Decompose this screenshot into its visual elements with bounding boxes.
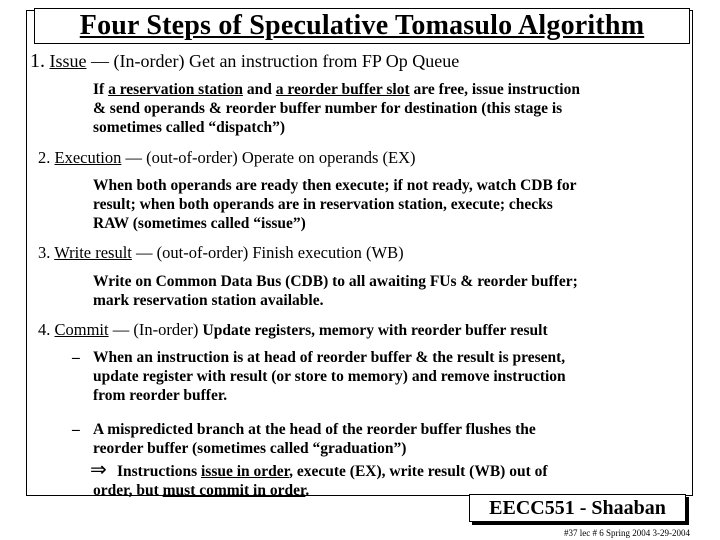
step-4-sep: —	[108, 320, 134, 339]
step-2-heading	[38, 148, 416, 168]
step-2-desc: (out-of-order) Operate on operands (EX)	[146, 148, 416, 167]
step-1-heading	[30, 50, 459, 73]
step-4-bullet-2-dash: –	[72, 421, 80, 438]
step-3-heading	[38, 243, 404, 263]
step-2-line-1: When both operands are ready then execute; if not ready, watch CDB for	[93, 177, 577, 194]
step-4-number: 4.	[38, 320, 51, 339]
step-3-line-1: Write on Common Data Bus (CDB) to all awaiting FUs & reorder buffer;	[93, 273, 578, 290]
step-4-bullet-2-line-1: A mispredicted branch at the head of the reorder buffer flushes the	[93, 421, 536, 438]
slide-footer: #37 lec # 6 Spring 2004 3-29-2004	[564, 528, 690, 538]
text: Instructions	[117, 463, 201, 480]
text: and	[242, 81, 276, 98]
text: If	[93, 81, 109, 98]
step-1-line-2: & send operands & reorder buffer number for destination (this stage is	[93, 100, 563, 117]
step-4-bullet-1-line-2: update register with result (or store to memory) and remove instruction	[93, 368, 566, 385]
step-4-desc: (In-order)	[133, 320, 199, 339]
step-4-bullet-1	[93, 348, 566, 405]
text: .	[305, 482, 310, 499]
text: , execute (EX), write result (WB) out of	[289, 463, 548, 480]
step-1-number: 1.	[30, 50, 45, 72]
text-underlined: a reorder buffer slot	[275, 81, 410, 98]
step-4-bullet-1-dash: –	[72, 349, 80, 366]
step-4-name: Commit	[54, 320, 109, 339]
step-1-line-1	[93, 80, 580, 99]
step-2-line-3: RAW (sometimes called “issue”)	[93, 215, 306, 232]
step-4-bullet-2	[93, 420, 536, 458]
step-4-desc-2: Update registers, memory with reorder buffer result	[202, 322, 548, 339]
step-1-body	[93, 80, 580, 137]
step-1-line-3: sometimes called “dispatch”)	[93, 119, 286, 136]
text-underlined: must commit in order	[162, 482, 306, 499]
step-3-line-2: mark reservation station available.	[93, 292, 324, 309]
step-3-name: Write result	[54, 243, 132, 262]
implies-line-1	[117, 462, 548, 481]
step-1-sep: —	[86, 51, 114, 71]
step-4-heading	[38, 320, 548, 340]
text: order, but	[93, 482, 163, 499]
step-2-number: 2.	[38, 148, 51, 167]
step-1-name: Issue	[49, 51, 87, 71]
step-1-desc: (In-order) Get an instruction from FP Op Queue	[113, 51, 460, 71]
implies-line-2	[93, 481, 309, 500]
text: are free, issue instruction	[409, 81, 580, 98]
step-4-bullet-1-line-1: When an instruction is at head of reorder buffer & the result is present,	[93, 349, 566, 366]
implies-arrow-icon: ⇒	[90, 457, 107, 481]
step-3-body	[93, 272, 578, 310]
step-2-sep: —	[121, 148, 147, 167]
slide-title: Four Steps of Speculative Tomasulo Algorithm	[79, 10, 645, 41]
step-3-desc: (out-of-order) Finish execution (WB)	[156, 243, 404, 262]
step-2-line-2: result; when both operands are in reservation station, execute; checks	[93, 196, 553, 213]
step-3-sep: —	[131, 243, 157, 262]
step-4-bullet-1-line-3: from reorder buffer.	[93, 387, 228, 404]
step-3-number: 3.	[38, 243, 51, 262]
step-2-name: Execution	[54, 148, 122, 167]
course-badge: EECC551 - Shaaban	[469, 494, 686, 522]
title-box	[34, 8, 690, 44]
step-2-body	[93, 176, 577, 233]
step-4-bullet-2-line-2: reorder buffer (sometimes called “graduation”)	[93, 440, 407, 457]
text-underlined: issue in order	[200, 463, 290, 480]
text-underlined: a reservation station	[108, 81, 243, 98]
